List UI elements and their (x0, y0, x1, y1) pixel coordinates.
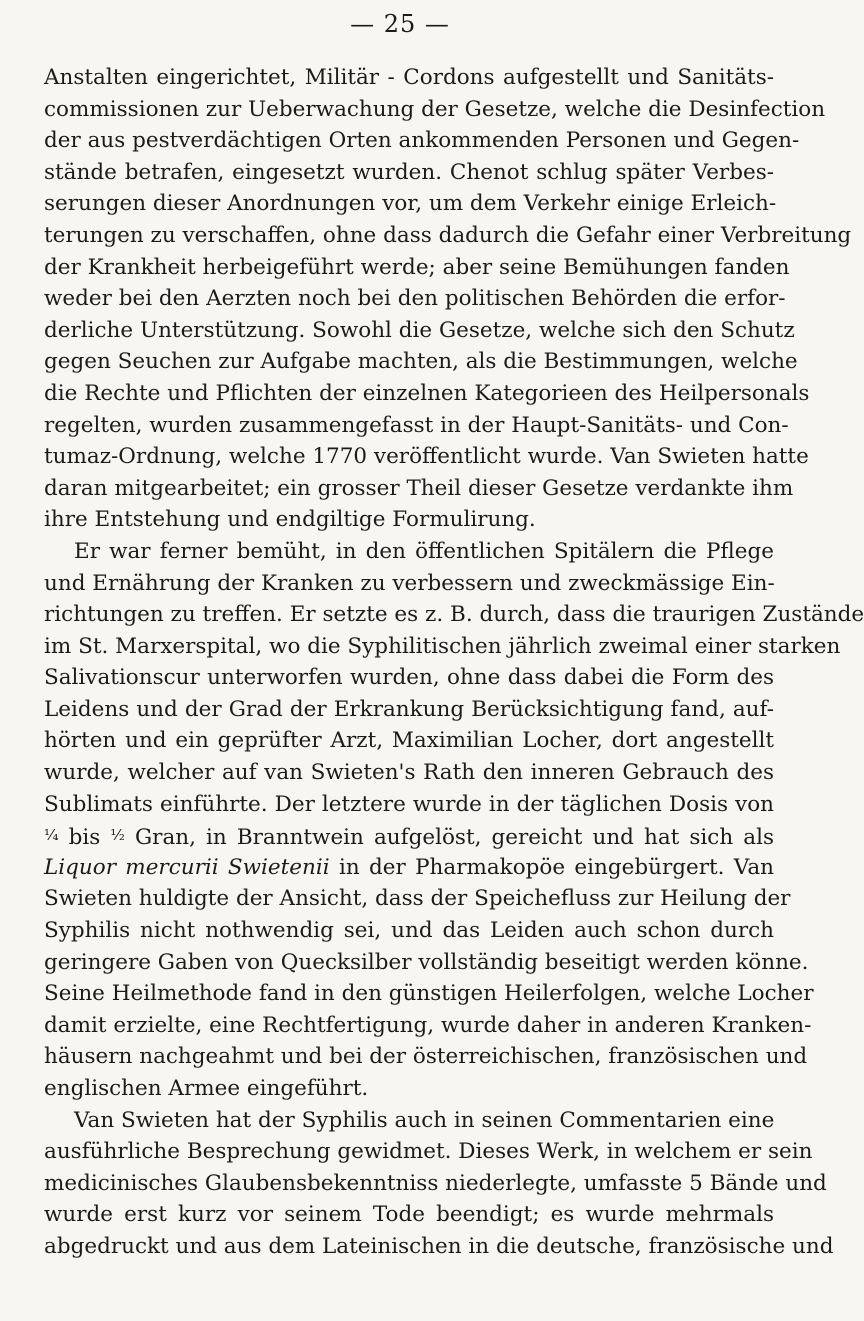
dose-text-rest: Gran, in Branntwein aufgelöst, gereicht und hat sich als (124, 825, 774, 851)
text-line: die Rechte und Pflichten der einzelnen Kategorieen des Heilpersonals (44, 380, 810, 406)
text-line: englischen Armee eingeführt. (44, 1076, 369, 1101)
text-line: stände betrafen, eingesetzt wurden. Chenot schlug später Verbes- (44, 159, 774, 185)
body-text (44, 62, 864, 1263)
text-line: häusern nachgeahmt und bei der österreichischen, französischen und (44, 1044, 808, 1070)
text-line: terungen zu verschaffen, ohne dass dadurch die Gefahr einer Verbreitung (44, 222, 852, 248)
text-line: weder bei den Aerzten noch bei den politischen Behörden die erfor- (44, 286, 786, 312)
text-line: geringere Gaben von Quecksilber vollständig beseitigt werden könne. (44, 949, 809, 975)
text-line: regelten, wurden zusammengefasst in der Haupt-Sanitäts- und Con- (44, 412, 789, 438)
text-line: serungen dieser Anordnungen vor, um dem Verkehr einige Erleich- (44, 191, 777, 217)
text-line: commissionen zur Ueberwachung der Gesetze, welche die Desinfection (44, 96, 826, 122)
text-line: im St. Marxerspital, wo die Syphilitischen jährlich zweimal einer starken (44, 633, 841, 659)
liquor-term: Liquor mercurii Swietenii (44, 854, 330, 880)
text-line: der Krankheit herbeigeführt werde; aber seine Bemühungen fanden (44, 254, 790, 280)
page-number: — 25 — (350, 10, 450, 38)
fraction-half: ¹⁄₂ (110, 826, 125, 845)
text-line: ausführliche Besprechung gewidmet. Dieses Werk, in welchem er sein (44, 1139, 813, 1165)
text-line: richtungen zu treffen. Er setzte es z. B. durch, dass die traurigen Zustände (44, 602, 864, 628)
text-line: wurde, welcher auf van Swieten's Rath den inneren Gebrauch des (44, 760, 774, 786)
text-line: medicinisches Glaubensbekenntniss niederlegte, umfasste 5 Bände und (44, 1170, 827, 1196)
text-line: derliche Unterstützung. Sowohl die Gesetze, welche sich den Schutz (44, 317, 795, 343)
text-line: und Ernährung der Kranken zu verbessern und zweckmässige Ein- (44, 570, 775, 596)
text-line: Sublimats einführte. Der letztere wurde in der täglichen Dosis von (44, 791, 774, 817)
text-line: Syphilis nicht nothwendig sei, und das Leiden auch schon durch (44, 918, 774, 944)
text-line: Er war ferner bemüht, in den öffentlichen Spitälern die Pflege (74, 538, 774, 564)
text-line: ihre Entstehung und endgiltige Formulirung. (44, 507, 536, 533)
text-line: Swieten huldigte der Ansicht, dass der Speichefluss zur Heilung der (44, 886, 791, 912)
text-line: daran mitgearbeitet; ein grosser Theil dieser Gesetze verdankte ihm (44, 475, 794, 501)
text-line: Anstalten eingerichtet, Militär - Cordons aufgestellt und Sanitäts- (44, 65, 774, 90)
text-line: hörten und ein geprüfter Arzt, Maximilian Locher, dort angestellt (44, 728, 774, 754)
text-line: gegen Seuchen zur Aufgabe machten, als die Bestimmungen, welche (44, 349, 798, 375)
fraction-quarter: ¹⁄₄ (44, 826, 59, 845)
text-line: Seine Heilmethode fand in den günstigen Heilerfolgen, welche Locher (44, 981, 814, 1007)
text-line: abgedruckt und aus dem Lateinischen in die deutsche, französische und (44, 1233, 834, 1259)
text-line: der aus pestverdächtigen Orten ankommenden Personen und Gegen- (44, 128, 800, 154)
liquor-text-rest: in der Pharmakopöe eingebürgert. Van (329, 854, 774, 880)
liquor-line (44, 852, 774, 884)
dose-line (44, 820, 774, 852)
dose-text: bis (58, 825, 111, 851)
text-line: wurde erst kurz vor seinem Tode beendigt; es wurde mehrmals (44, 1202, 774, 1228)
text-line: Salivationscur unterworfen wurden, ohne dass dabei die Form des (44, 665, 774, 691)
text-line: Leidens und der Grad der Erkrankung Berücksichtigung fand, auf- (44, 696, 774, 722)
text-line: tumaz-Ordnung, welche 1770 veröffentlicht wurde. Van Swieten hatte (44, 444, 809, 470)
text-line: Van Swieten hat der Syphilis auch in seinen Commentarien eine (74, 1107, 775, 1133)
text-line: damit erzielte, eine Rechtfertigung, wurde daher in anderen Kranken- (44, 1012, 812, 1038)
